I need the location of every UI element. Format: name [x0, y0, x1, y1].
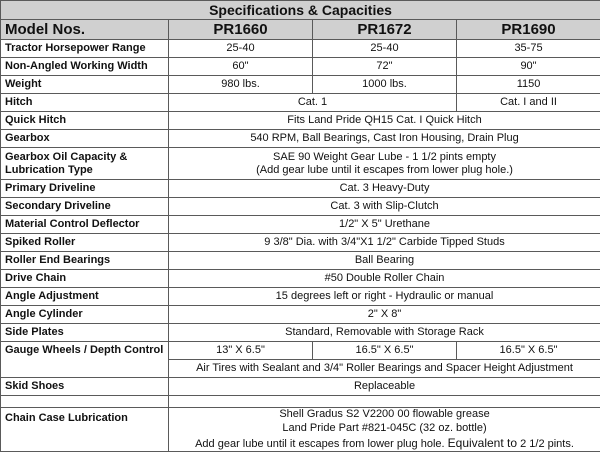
- cell-value: [169, 408, 600, 452]
- cell-value: 2" X 8": [169, 306, 600, 324]
- cell-value: 980 lbs.: [169, 76, 313, 94]
- table-row: [1, 306, 600, 324]
- empty-cell: [169, 396, 600, 408]
- table-row: [1, 288, 600, 306]
- table-row: [1, 342, 600, 360]
- row-label: Material Control Deflector: [1, 216, 169, 234]
- table-row: [1, 130, 600, 148]
- cell-value: 35-75: [457, 40, 600, 58]
- table-row: [1, 94, 600, 112]
- table-row: [1, 378, 600, 396]
- cell-value: 60": [169, 58, 313, 76]
- cell-value: 72": [313, 58, 457, 76]
- table-row: [1, 180, 600, 198]
- table-row: [1, 216, 600, 234]
- cell-value: Cat. I and II: [457, 94, 600, 112]
- cell-value: 16.5" X 6.5": [313, 342, 457, 360]
- table-row: [1, 58, 600, 76]
- table-row: [1, 148, 600, 180]
- table-row-spacer: [1, 396, 600, 408]
- row-label: Secondary Driveline: [1, 198, 169, 216]
- cell-value: 16.5" X 6.5": [457, 342, 600, 360]
- cell-value: Replaceable: [169, 378, 600, 396]
- model-pr1660-header: PR1660: [169, 20, 313, 40]
- header-row: [1, 20, 600, 40]
- cell-value: 1150: [457, 76, 600, 94]
- cell-value-part: 2 1/2 pints.: [520, 438, 574, 450]
- cell-value: Cat. 1: [169, 94, 457, 112]
- table-row: [1, 270, 600, 288]
- cell-value-part: Add gear lube until it escapes from lower plug hole.: [195, 438, 444, 450]
- table-row: [1, 234, 600, 252]
- row-label: Primary Driveline: [1, 180, 169, 198]
- cell-value: #50 Double Roller Chain: [169, 270, 600, 288]
- cell-value: 90": [457, 58, 600, 76]
- cell-value: 15 degrees left or right - Hydraulic or manual: [169, 288, 600, 306]
- row-label: Chain Case Lubrication: [1, 408, 169, 452]
- row-label: Angle Adjustment: [1, 288, 169, 306]
- row-label: Gearbox: [1, 130, 169, 148]
- table-row: [1, 252, 600, 270]
- cell-value: Air Tires with Sealant and 3/4" Roller Bearings and Spacer Height Adjustment: [169, 360, 600, 378]
- model-pr1672-header: PR1672: [313, 20, 457, 40]
- cell-value: 25-40: [169, 40, 313, 58]
- row-label: Tractor Horsepower Range: [1, 40, 169, 58]
- row-label: Non-Angled Working Width: [1, 58, 169, 76]
- row-label: Quick Hitch: [1, 112, 169, 130]
- row-label: Hitch: [1, 94, 169, 112]
- cell-value: Standard, Removable with Storage Rack: [169, 324, 600, 342]
- table-row: [1, 324, 600, 342]
- cell-value: Fits Land Pride QH15 Cat. I Quick Hitch: [169, 112, 600, 130]
- cell-value-line: SAE 90 Weight Gear Lube - 1 1/2 pints empty: [173, 151, 596, 164]
- cell-value-line: (Add gear lube until it escapes from lower plug hole.): [173, 164, 596, 177]
- row-label: Skid Shoes: [1, 378, 169, 396]
- table-title: Specifications & Capacities: [1, 1, 600, 20]
- cell-value-line: Land Pride Part #821-045C (32 oz. bottle): [173, 422, 596, 436]
- title-row: [1, 1, 600, 20]
- cell-value: 9 3/8" Dia. with 3/4"X1 1/2" Carbide Tipped Studs: [169, 234, 600, 252]
- empty-cell: [1, 396, 169, 408]
- model-pr1690-header: PR1690: [457, 20, 600, 40]
- table-row: [1, 408, 600, 452]
- row-label: Side Plates: [1, 324, 169, 342]
- row-label: Gauge Wheels / Depth Control: [1, 342, 169, 378]
- table-row: [1, 40, 600, 58]
- cell-value: Cat. 3 Heavy-Duty: [169, 180, 600, 198]
- cell-value: 25-40: [313, 40, 457, 58]
- cell-value: [169, 148, 600, 180]
- row-label: Roller End Bearings: [1, 252, 169, 270]
- table-row: [1, 76, 600, 94]
- row-label: Drive Chain: [1, 270, 169, 288]
- cell-value-part: Equivalent to: [448, 436, 517, 450]
- row-label: Angle Cylinder: [1, 306, 169, 324]
- row-label-line: Lubrication Type: [5, 164, 164, 177]
- cell-value-line: Shell Gradus S2 V2200 00 flowable grease: [173, 408, 596, 422]
- row-label: Weight: [1, 76, 169, 94]
- cell-value: Ball Bearing: [169, 252, 600, 270]
- table-row: [1, 198, 600, 216]
- cell-value: 1/2" X 5" Urethane: [169, 216, 600, 234]
- row-label: [1, 148, 169, 180]
- cell-value: 13" X 6.5": [169, 342, 313, 360]
- cell-value: 540 RPM, Ball Bearings, Cast Iron Housing, Drain Plug: [169, 130, 600, 148]
- model-nos-header: Model Nos.: [1, 20, 169, 40]
- cell-value: Cat. 3 with Slip-Clutch: [169, 198, 600, 216]
- table-row: [1, 112, 600, 130]
- cell-value-line: [173, 436, 596, 452]
- row-label: Spiked Roller: [1, 234, 169, 252]
- row-label-line: Gearbox Oil Capacity &: [5, 151, 164, 164]
- cell-value: 1000 lbs.: [313, 76, 457, 94]
